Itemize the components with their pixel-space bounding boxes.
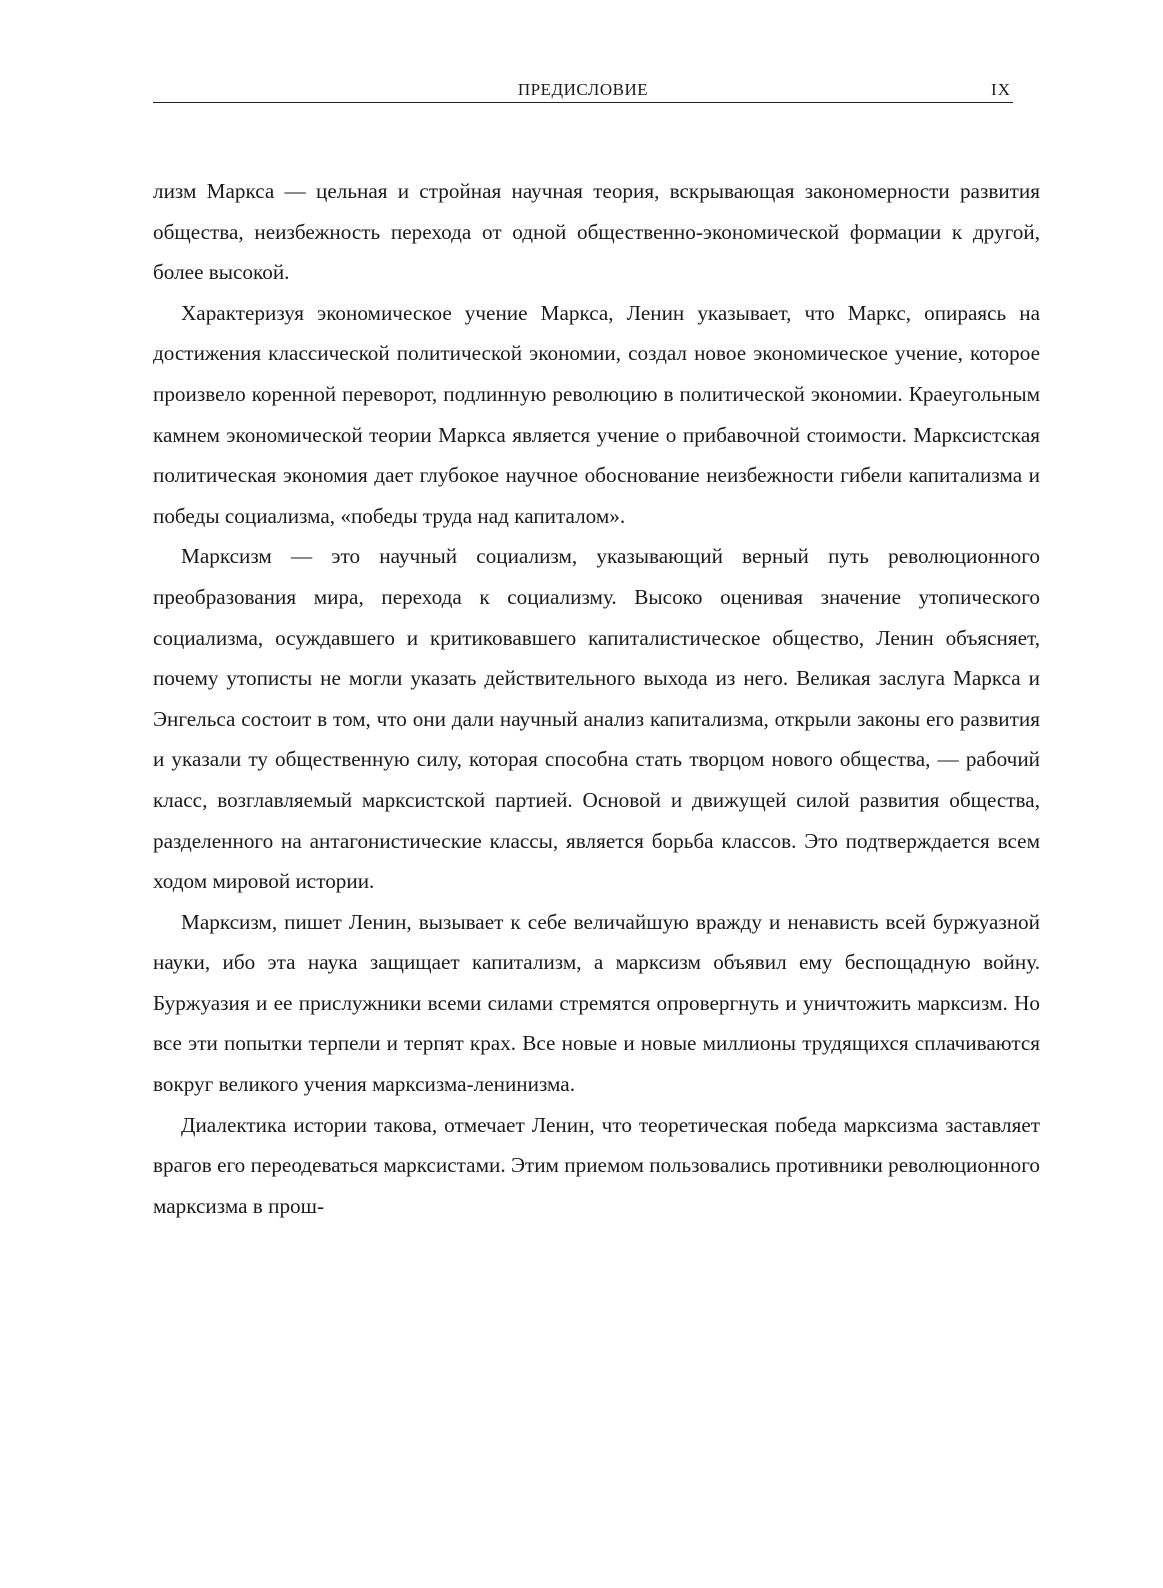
paragraph-continuation: лизм Маркса — цельная и стройная научная теория, вскрывающая закономерности развития общества, неизбежность перехода от одной общественно-экономической формации к другой, более высокой. xyxy=(153,179,1040,285)
running-header xyxy=(153,78,1013,103)
running-title: ПРЕДИСЛОВИЕ xyxy=(517,80,649,99)
paragraph: Характеризуя экономическое учение Маркса, Ленин указывает, что Маркс, опираясь на достижения классической политической экономии, создал новое экономическое учение, которое произвело коренной переворот, подлинную революцию в политической экономии. Краеугольным камнем экономической теории Маркса является учение о прибавочной стоимости. Марксистская политическая экономия дает глубокое научное обоснование неизбежности гибели капитализма и победы социализма, «победы труда над капиталом». xyxy=(153,300,1040,528)
paragraph: Марксизм, пишет Ленин, вызывает к себе величайшую вражду и ненависть всей буржуазной науки, ибо эта наука защищает капитализм, а марксизм объявил ему беспощадную войну. Буржуазия и ее прислужники всеми силами стремятся опровергнуть и уничтожить марксизм. Но все эти попытки терпели и терпят крах. Все новые и новые миллионы трудящихся сплачиваются вокруг великого учения марксизма-ленинизма. xyxy=(153,909,1040,1097)
body-text xyxy=(153,171,1040,1226)
paragraph: Диалектика истории такова, отмечает Ленин, что теоретическая победа марксизма заставляет врагов его переодеваться марксистами. Этим приемом пользовались противники революционного марксизма в прош- xyxy=(153,1112,1040,1218)
paragraph: Марксизм — это научный социализм, указывающий верный путь революционного преобразования мира, перехода к социализму. Высоко оценивая значение утопического социализма, осуждавшего и критиковавшего капиталистическое общество, Ленин объясняет, почему утописты не могли указать действительного выхода из него. Великая заслуга Маркса и Энгельса состоит в том, что они дали научный анализ капитализма, открыли законы его развития и указали ту общественную силу, которая способна стать творцом нового общества, — рабочий класс, возглавляемый марксистской партией. Основой и движущей силой развития общества, разделенного на антагонистические классы, является борьба классов. Это подтверждается всем ходом мировой истории. xyxy=(153,544,1040,894)
page-number: IX xyxy=(991,80,1011,99)
